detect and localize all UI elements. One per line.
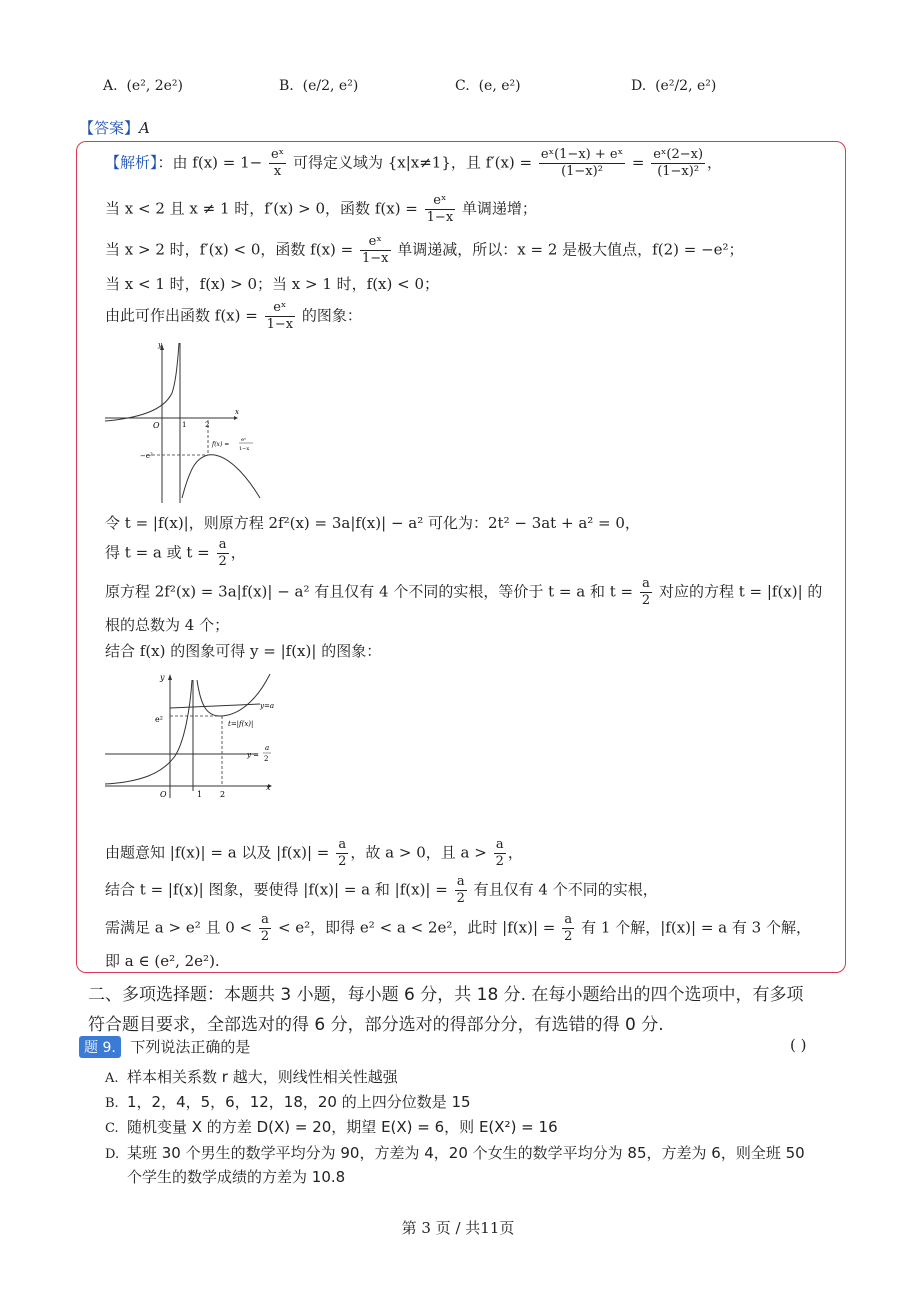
solution-line-9: 根的总数为 4 个； xyxy=(105,616,230,634)
graph-f-x xyxy=(100,338,270,508)
fraction: $\frac{a}{2}$ xyxy=(218,537,227,569)
curve-left-branch xyxy=(105,343,179,421)
origin-label: O xyxy=(153,421,160,430)
func-label: f(x) = xyxy=(212,441,230,448)
question-option-b: B. 1，2，4，5，6，12，18，20 的上四分位数是 15 xyxy=(105,1093,471,1111)
fraction: $\frac{a}{2}$ xyxy=(564,912,573,944)
solution-line-13: 需满足 a > e² 且 0 < $\frac{a}{2}$ < e²，即得 e² < a < 2e²，此时 |f(x)| = $\frac{a}{2}$ 有 1 个解，|f(x)| = a 有 3 个解， xyxy=(105,912,811,944)
section-heading-line-2: 符合题目要求，全部选对的得 6 分，部分选对的得部分分，有选错的得 0 分. xyxy=(88,1015,664,1035)
solution-line-8: 原方程 2f²(x) = 3a|f(x)| − a² 有且仅有 4 个不同的实根，等价于 t = a 和 t = $\frac{a}{2}$ 对应的方程 t = |f(x)| 的 xyxy=(105,576,823,608)
line-y-a xyxy=(170,704,260,708)
answer-value: A xyxy=(139,119,150,137)
fraction: $\frac{a}{2}$ xyxy=(495,837,504,869)
solution-line-14: 即 a ∈ (e², 2e²). xyxy=(105,952,220,970)
solution-line-10: 结合 f(x) 的图象可得 y = |f(x)| 的图象： xyxy=(105,642,382,660)
curve-right-branch xyxy=(182,455,260,498)
option-a: A. (e², 2e²) xyxy=(103,78,183,94)
tick-1: 1 xyxy=(197,790,203,799)
question-9-stem xyxy=(79,1036,250,1058)
neg-e2-label: −e² xyxy=(140,452,153,460)
solution-line-5: 由此可作出函数 f(x) = $\frac{\text{eˣ}}{1-x}$ 的图象： xyxy=(105,300,362,332)
y-label: y xyxy=(158,341,162,349)
y-a-half-den: 2 xyxy=(264,755,269,763)
option-c: C. (e, e²) xyxy=(455,78,521,94)
x-label: x xyxy=(266,783,271,792)
answer-paren: ( ) xyxy=(790,1036,807,1054)
fraction: $\frac{\text{eˣ}}{x}$ xyxy=(270,147,285,179)
solution-line-3: 当 x > 2 时，f′(x) < 0，函数 f(x) = $\frac{\text{eˣ}}{1-x}$ 单调递减，所以：x = 2 是极大值点，f(2) = −e²； xyxy=(105,234,744,266)
e2-label: e² xyxy=(155,715,163,724)
t-abs-label: t=|f(x)| xyxy=(228,720,254,728)
y-a-label: y=a xyxy=(260,702,274,710)
fraction: $\frac{a}{2}$ xyxy=(338,837,347,869)
page-footer: 第 3 页 / 共11页 xyxy=(401,1219,515,1237)
option-d: D. (e²/2, e²) xyxy=(631,78,717,94)
origin-label: O xyxy=(160,790,167,799)
solution-line-11: 由题意知 |f(x)| = a 以及 |f(x)| = $\frac{a}{2}$ ，故 a > 0，且 a > $\frac{a}{2}$ ， xyxy=(105,837,523,869)
answer-line xyxy=(79,117,150,138)
option-b: B. (e/2, e²) xyxy=(279,78,359,94)
y-a-half-num: a xyxy=(265,744,270,752)
question-option-c: C. 随机变量 X 的方差 D(X) = 20，期望 E(X) = 6，则 E(X²) = 16 xyxy=(105,1118,558,1136)
fraction: $\frac{\text{eˣ}}{1-x}$ xyxy=(362,234,389,266)
curve-left-branch xyxy=(105,680,192,784)
graph-abs-f-x xyxy=(100,666,290,806)
solution-line-1: 【解析】：由 f(x) = 1− $\frac{\text{eˣ}}{x}$ 可得定义域为 {x|x≠1}，且 f′(x) = $\frac{\text{eˣ(1−x) + eˣ}}{\text{(1−x)²}}$ = $\frac{\text{eˣ(2−x)}}{\text{(1−x)²}}$ ， xyxy=(105,147,723,179)
question-option-a: A. 样本相关系数 r 越大，则线性相关性越强 xyxy=(105,1068,398,1086)
x-label: x xyxy=(235,408,239,416)
tick-2: 2 xyxy=(205,421,210,429)
previous-question-options xyxy=(103,78,863,108)
solution-line-6: 令 t = |f(x)|，则原方程 2f²(x) = 3a|f(x)| − a² 可化为：2t² − 3at + a² = 0， xyxy=(105,514,640,532)
x-axis-arrow xyxy=(234,416,238,420)
question-badge: 题 9. xyxy=(79,1036,121,1058)
section-heading-line-1: 二、多项选择题：本题共 3 小题，每小题 6 分，共 18 分. 在每小题给出的四个选项中，有多项 xyxy=(88,985,804,1005)
fraction: $\frac{\text{eˣ(2−x)}}{\text{(1−x)²}}$ xyxy=(653,147,704,179)
fraction: $\frac{\text{eˣ}}{1-x}$ xyxy=(426,193,454,225)
fraction: $\frac{\text{eˣ}}{1-x}$ xyxy=(266,300,294,332)
question-option-d: D. 某班 30 个男生的数学平均分为 90，方差为 4，20 个女生的数学平均分为 85，方差为 6，则全班 50 xyxy=(105,1144,805,1162)
solution-tag: 【解析】 xyxy=(105,153,158,172)
y-axis-arrow xyxy=(168,674,172,680)
fraction: $\frac{a}{2}$ xyxy=(641,576,651,608)
y-label: y xyxy=(160,673,165,682)
tick-1: 1 xyxy=(182,421,187,429)
fraction: $\frac{\text{eˣ(1−x) + eˣ}}{\text{(1−x)²}}$ xyxy=(540,147,624,179)
question-option-d-continued: 个学生的数学成绩的方差为 10.8 xyxy=(127,1168,346,1186)
y-a-half-label: y = xyxy=(247,751,260,759)
solution-line-2: 当 x < 2 且 x ≠ 1 时，f′(x) > 0，函数 f(x) = $\frac{\text{eˣ}}{1-x}$ 单调递增； xyxy=(105,193,537,225)
fraction: $\frac{a}{2}$ xyxy=(456,874,465,906)
answer-tag: 【答案】 xyxy=(79,119,140,137)
func-label-num: eˣ xyxy=(241,437,247,443)
tick-2: 2 xyxy=(220,790,226,799)
solution-line-4: 当 x < 1 时，f(x) > 0；当 x > 1 时，f(x) < 0； xyxy=(105,275,440,293)
question-stem-text: 下列说法正确的是 xyxy=(130,1038,251,1056)
fraction: $\frac{a}{2}$ xyxy=(260,912,270,944)
func-label-den: 1−x xyxy=(239,446,250,452)
solution-line-7: 得 t = a 或 t = $\frac{a}{2}$ ， xyxy=(105,537,246,569)
solution-line-12: 结合 t = |f(x)| 图象，要使得 |f(x)| = a 和 |f(x)| = $\frac{a}{2}$ 有且仅有 4 个不同的实根， xyxy=(105,874,658,906)
